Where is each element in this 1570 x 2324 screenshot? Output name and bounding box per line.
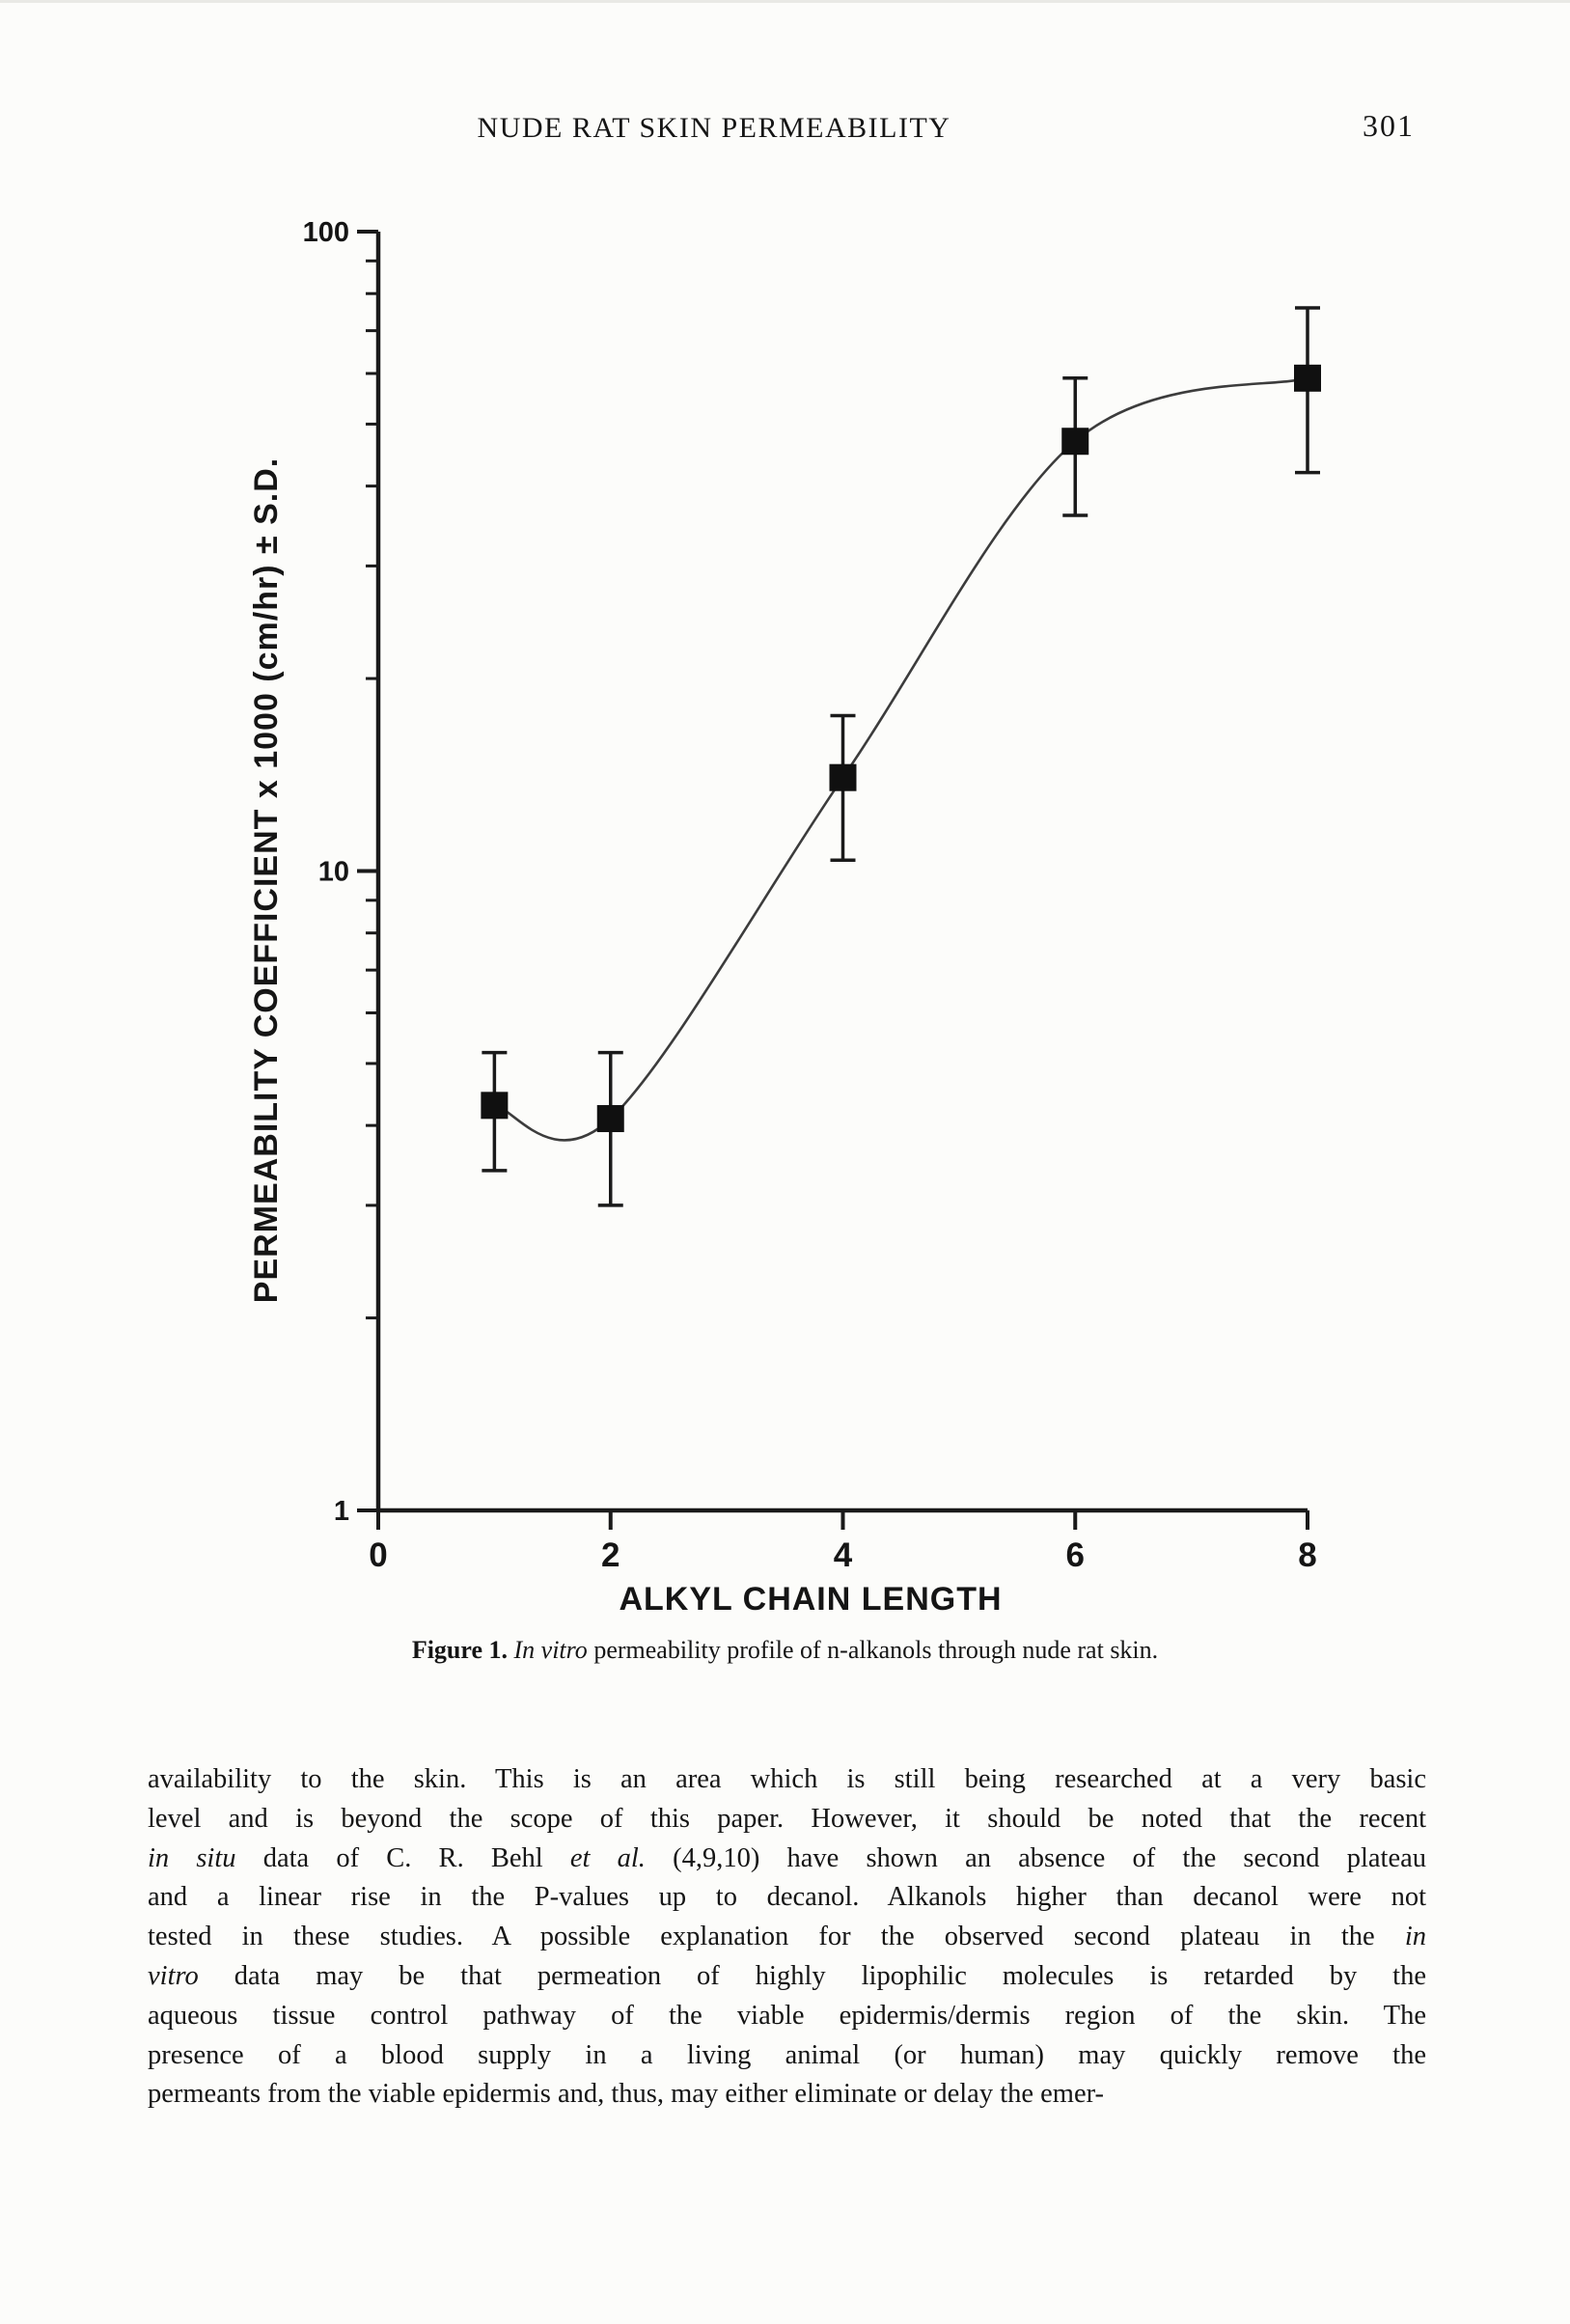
data-point-marker: [1294, 365, 1321, 392]
caption-segment: Figure 1.: [411, 1636, 508, 1664]
body-line: [148, 1957, 1426, 1997]
x-tick-label: 4: [833, 1536, 853, 1574]
body-line: [148, 1878, 1426, 1918]
x-tick-label: 0: [369, 1536, 388, 1574]
body-text-segment: (4,9,10) have shown an absence of the second plateau: [645, 1842, 1426, 1873]
data-point-marker: [481, 1092, 508, 1119]
x-tick-label: 2: [601, 1536, 620, 1574]
x-tick-label: 8: [1298, 1536, 1317, 1574]
body-line: [148, 1918, 1426, 1957]
body-text-segment: aqueous tissue control pathway of the viable epidermis/dermis region of the skin. The: [148, 2000, 1426, 2031]
body-text-segment: and a linear rise in the P-values up to decanol. Alkanols higher than decanol were not: [148, 1882, 1426, 1913]
data-point-marker: [1061, 428, 1088, 455]
y-tick-label: 10: [317, 856, 349, 888]
body-text-segment: level and is beyond the scope of this paper. However, it should be noted that the recent: [148, 1803, 1426, 1834]
body-paragraph: [148, 1760, 1426, 2115]
body-text-segment: permeants from the viable epidermis and, thus, may either eliminate or delay the emer-: [148, 2079, 1105, 2110]
body-line: [148, 2075, 1426, 2115]
body-text-segment: tested in these studies. A possible explanation for the observed second plateau in the: [148, 1922, 1405, 1952]
data-point-marker: [830, 764, 857, 791]
data-point-marker: [597, 1105, 624, 1132]
body-text-segment: data of C. R. Behl: [235, 1842, 570, 1873]
body-text-segment: in situ: [148, 1842, 236, 1873]
x-tick-label: 6: [1065, 1536, 1085, 1574]
body-text-segment: vitro: [148, 1960, 199, 1991]
body-text-segment: availability to the skin. This is an area which is still being researched at a very basic: [148, 1764, 1426, 1794]
y-tick-label: 1: [333, 1496, 349, 1527]
body-line: [148, 1997, 1426, 2036]
body-line: [148, 1800, 1426, 1840]
page-number: 301: [1363, 108, 1415, 143]
x-axis-title: ALKYL CHAIN LENGTH: [619, 1581, 1003, 1618]
caption-segment: In vitro: [513, 1636, 588, 1664]
body-line: [148, 2036, 1426, 2076]
body-text-segment: in: [1404, 1922, 1426, 1952]
running-head-title: NUDE RAT SKIN PERMEABILITY: [477, 112, 951, 144]
body-line: [148, 1840, 1426, 1879]
y-tick-label: 100: [302, 217, 349, 248]
body-text-segment: et al.: [569, 1842, 646, 1873]
body-text-segment: data may be that permeation of highly lipophilic molecules is retarded by the: [198, 1960, 1426, 1991]
body-line: [148, 1760, 1426, 1800]
caption-segment: permeability profile of n-alkanols through nude rat skin.: [587, 1636, 1159, 1664]
figure-caption: [145, 1636, 1425, 1665]
y-axis-title: PERMEABILITY COEFFICIENT x 1000 (cm/hr) ± S.D.: [248, 456, 285, 1304]
body-text-segment: presence of a blood supply in a living animal (or human) may quickly remove the: [148, 2039, 1426, 2070]
data-curve: [494, 378, 1308, 1141]
